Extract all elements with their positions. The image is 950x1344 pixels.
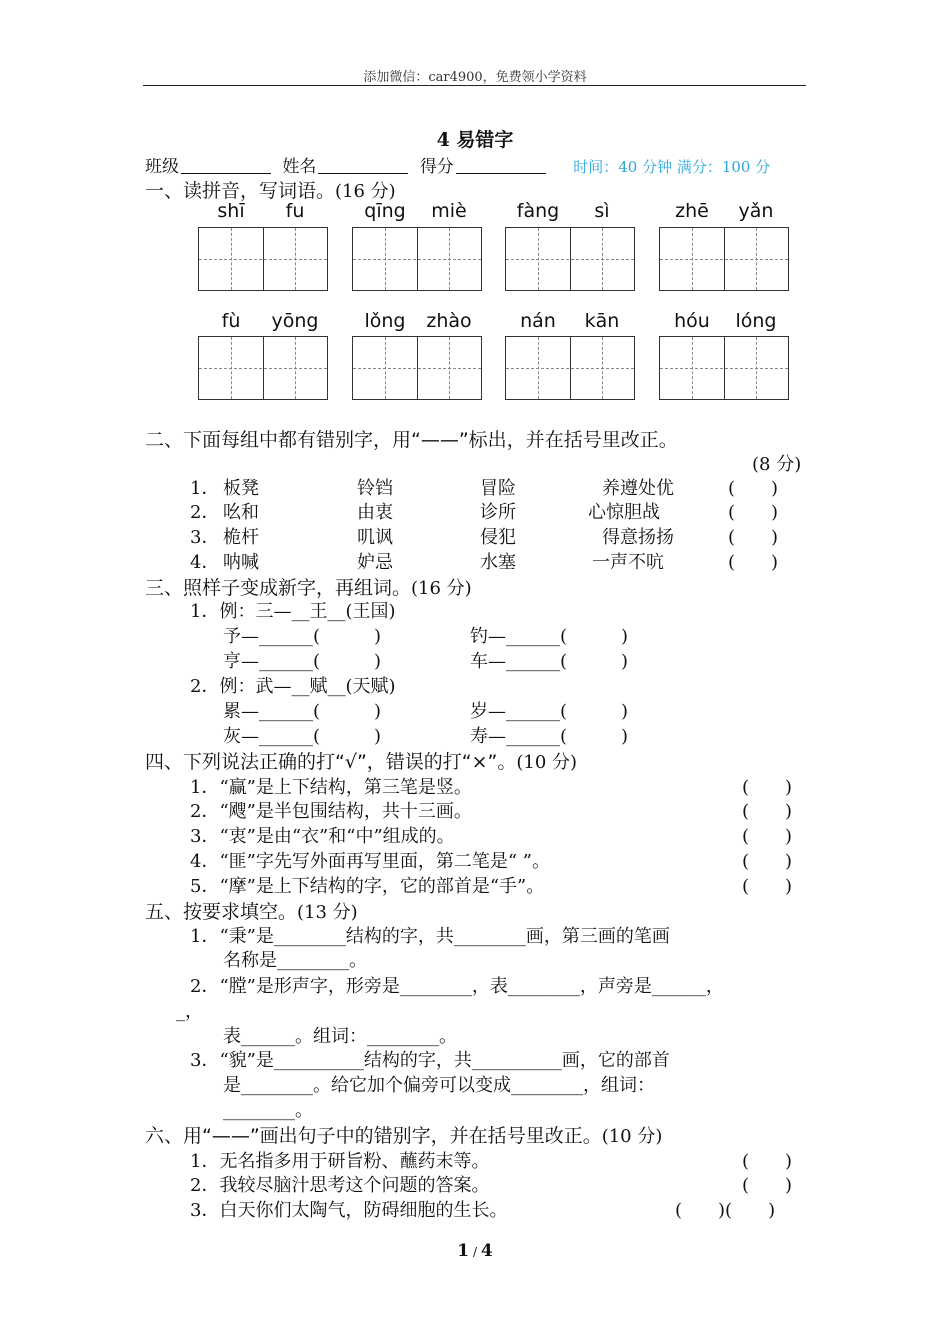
s2-row-3-c: 侵犯: [480, 527, 516, 548]
s3-item[interactable]: 累—______( ): [223, 701, 382, 722]
pinyin-6: sì: [594, 200, 610, 222]
s6-item-3: 3．白天你们太陶气，防碍细胞的生长。: [190, 1200, 508, 1221]
section-2-points: [752, 450, 801, 476]
s2-row-3-b: 叽讽: [357, 527, 393, 548]
s3-example-2: 2．例：武—__赋__(天赋): [190, 676, 396, 697]
page-number: [0, 1241, 950, 1261]
writing-grid[interactable]: [198, 227, 328, 291]
pinyin-12: zhào: [426, 310, 472, 332]
writing-grid[interactable]: [659, 336, 789, 400]
s5-line-5: 表______。组词：________。: [223, 1026, 457, 1047]
s4-answer-2[interactable]: ( ): [742, 801, 793, 822]
s4-item-4: 4．“匪”字先写外面再写里面，第二笔是“ ”。: [190, 851, 550, 872]
s2-row-2-num: 2．: [190, 502, 220, 523]
score-label: 得分: [419, 157, 454, 177]
name-blank[interactable]: [318, 157, 408, 174]
class-blank[interactable]: [181, 157, 271, 174]
writing-grid[interactable]: [505, 336, 635, 400]
s4-item-1: 1．“赢”是上下结构，第三笔是竖。: [190, 777, 472, 798]
s4-answer-5[interactable]: ( ): [742, 876, 793, 897]
section-5-title-text: 五、按要求填空。: [145, 901, 298, 923]
pinyin-16: lóng: [735, 310, 777, 332]
pinyin-4: miè: [431, 200, 467, 222]
pinyin-13: nán: [520, 310, 556, 332]
s2-row-2-answer[interactable]: ( ): [728, 502, 779, 523]
s6-item-2: 2．我较尽脑汁思考这个问题的答案。: [190, 1175, 490, 1196]
pinyin-15: hóu: [674, 310, 710, 332]
total-pages: 4: [480, 1241, 493, 1261]
pinyin-8: yǎn: [738, 200, 774, 222]
pinyin-14: kān: [584, 310, 620, 332]
s4-answer-4[interactable]: ( ): [742, 851, 793, 872]
section-5-points: (13 分): [297, 902, 358, 923]
time-note: 时间：40 分钟 满分：100 分: [573, 158, 771, 176]
s2-row-4-a: 呐喊: [223, 552, 259, 573]
student-info: [145, 152, 770, 177]
class-label: 班级: [145, 157, 179, 177]
s2-row-1-b: 铃铛: [357, 478, 393, 499]
writing-grid[interactable]: [352, 336, 482, 400]
s2-row-1-answer[interactable]: ( ): [728, 478, 779, 499]
pinyin-2: fu: [285, 200, 305, 222]
section-4-title-text: 四、下列说法正确的打“√”，错误的打“×”。: [145, 751, 517, 773]
name-label: 姓名: [282, 157, 317, 177]
section-2-points-text: (8 分): [752, 454, 802, 475]
s2-row-4-b: 妒忌: [357, 552, 393, 573]
s2-row-1-num: 1．: [190, 478, 220, 499]
s5-line-3: 2．“膛”是形声字，形旁是________，表________，声旁是______，: [190, 976, 724, 997]
section-4-points: (10 分): [516, 752, 578, 773]
s4-item-2: 2．“飕”是半包围结构，共十三画。: [190, 801, 472, 822]
s2-row-4-num: 4．: [190, 552, 220, 573]
s2-row-1-d: 养遵处优: [602, 478, 674, 499]
s2-row-2-c: 诊所: [480, 502, 516, 523]
s4-item-3: 3．“衷”是由“衣”和“中”组成的。: [190, 826, 455, 847]
s2-row-3-d: 得意扬扬: [602, 527, 674, 548]
section-1-title: [145, 176, 396, 203]
section-1-points: (16 分): [335, 181, 396, 202]
section-6-title: [145, 1121, 662, 1148]
header-divider: [143, 85, 806, 86]
s2-row-3-a: 桅杆: [223, 527, 259, 548]
current-page: 1: [457, 1241, 470, 1261]
s2-row-1-c: 冒险: [480, 478, 516, 499]
pinyin-10: yōng: [271, 310, 319, 332]
section-4-title: [145, 747, 577, 774]
section-1-title-text: 一、读拼音，写词语。: [145, 180, 336, 202]
pinyin-1: shī: [217, 200, 245, 222]
s6-item-1: 1．无名指多用于研旨粉、蘸药末等。: [190, 1151, 490, 1172]
s4-answer-1[interactable]: ( ): [742, 777, 793, 798]
writing-grid[interactable]: [198, 336, 328, 400]
s4-item-5: 5．“摩”是上下结构的字，它的部首是“手”。: [190, 876, 545, 897]
section-6-title-text: 六、用“——”画出句子中的错别字，并在括号里改正。: [145, 1125, 602, 1147]
s3-item[interactable]: 灰—______( ): [223, 726, 382, 747]
score-blank[interactable]: [456, 157, 546, 174]
pinyin-3: qīng: [364, 200, 406, 222]
section-2-title: 二、下面每组中都有错别字，用“——”标出，并在括号里改正。: [145, 429, 678, 451]
writing-grid[interactable]: [659, 227, 789, 291]
page-title: 4 易错字: [436, 129, 514, 151]
section-3-title: [145, 573, 472, 600]
s5-line-1: 1．“秉”是________结构的字，共________画，第三画的笔画: [190, 926, 670, 947]
s2-row-4-c: 水塞: [480, 552, 516, 573]
section-6-points: (10 分): [601, 1126, 663, 1147]
s6-answer-1[interactable]: ( ): [742, 1151, 793, 1172]
s2-row-4-answer[interactable]: ( ): [728, 552, 779, 573]
s3-item[interactable]: 钓—______( ): [470, 626, 629, 647]
s3-example-1: 1．例：三—__王__(王国): [190, 601, 396, 622]
s3-item[interactable]: 岁—______( ): [470, 701, 629, 722]
s6-answer-2[interactable]: ( ): [742, 1175, 793, 1196]
pinyin-5: fàng: [516, 200, 560, 222]
pinyin-7: zhē: [675, 200, 709, 222]
s2-row-4-d: 一声不吭: [592, 552, 664, 573]
section-5-title: [145, 897, 358, 924]
s3-item[interactable]: 寿—______( ): [470, 726, 629, 747]
s5-line-8: ________。: [223, 1100, 313, 1121]
writing-grid[interactable]: [505, 227, 635, 291]
header-note: 添加微信：car4900，免费领小学资料: [363, 70, 587, 85]
section-3-title-text: 三、照样子变成新字，再组词。: [145, 577, 412, 599]
section-3-points: (16 分): [411, 578, 472, 599]
s2-row-2-a: 吆和: [223, 502, 259, 523]
s6-answer-3[interactable]: ( )( ): [675, 1200, 776, 1221]
s3-item[interactable]: 亨—______( ): [223, 651, 382, 672]
s3-item[interactable]: 予—______( ): [223, 626, 382, 647]
page-separator: /: [472, 1245, 478, 1259]
s2-row-3-answer[interactable]: ( ): [728, 527, 779, 548]
s2-row-3-num: 3．: [190, 527, 220, 548]
s3-item[interactable]: 车—______( ): [470, 651, 629, 672]
s5-line-2: 名称是________。: [223, 950, 367, 971]
s5-line-4: _，: [176, 1001, 203, 1022]
s5-line-6: 3．“貌”是__________结构的字，共__________画，它的部首: [190, 1050, 670, 1071]
pinyin-11: lǒng: [364, 310, 406, 332]
s2-row-2-d: 心惊胆战: [588, 502, 660, 523]
pinyin-9: fù: [221, 310, 241, 332]
s5-line-7: 是________。给它加个偏旁可以变成________，组词：: [223, 1075, 655, 1096]
writing-grid[interactable]: [352, 227, 482, 291]
s4-answer-3[interactable]: ( ): [742, 826, 793, 847]
s2-row-1-a: 板凳: [223, 478, 259, 499]
s2-row-2-b: 由衷: [357, 502, 393, 523]
